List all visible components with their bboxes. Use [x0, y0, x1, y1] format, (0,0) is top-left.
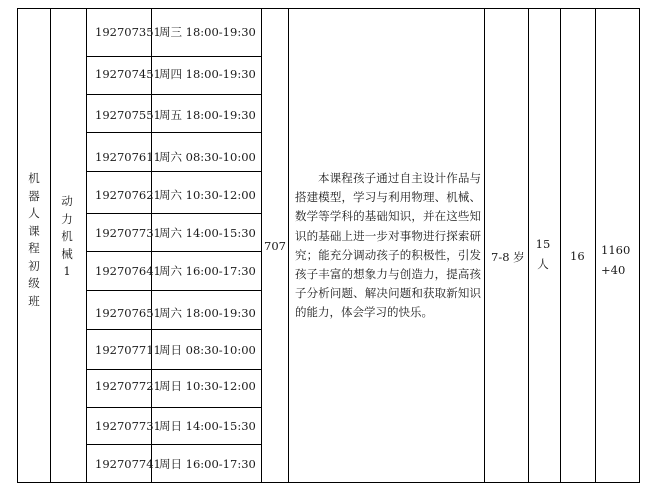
course-level	[58, 193, 76, 281]
session-time: 周六 16:00-17:30	[159, 264, 256, 278]
course-name-char: 班	[28, 293, 40, 308]
course-level-char: 动	[61, 194, 73, 208]
course-name-char: 器	[28, 188, 40, 203]
session-code: 192707641	[95, 264, 161, 278]
course-level-char: 械	[61, 246, 73, 261]
session-time: 周三 18:00-19:30	[159, 25, 256, 39]
course-name-char: 级	[28, 276, 40, 290]
course-name-char: 课	[28, 223, 40, 238]
session-code: 192707351	[95, 25, 161, 39]
session-time: 周日 14:00-15:30	[159, 419, 256, 433]
room-number: 707	[264, 239, 286, 253]
class-capacity-text: 15 人	[535, 237, 551, 271]
session-code: 192707621	[95, 188, 161, 202]
course-fee: 1160+40	[601, 243, 631, 277]
session-code: 192707611	[95, 150, 161, 164]
session-time: 周六 18:00-19:30	[159, 306, 256, 320]
session-time: 周六 14:00-15:30	[159, 226, 256, 240]
course-level-char: 机	[61, 229, 73, 243]
session-time: 周六 08:30-10:00	[159, 150, 256, 164]
course-name-char: 人	[28, 206, 40, 220]
course-name-char: 机	[28, 171, 40, 185]
course-level-char: 力	[61, 211, 73, 226]
session-time: 周日 08:30-10:00	[159, 343, 256, 357]
course-name-char: 程	[28, 241, 40, 255]
session-code: 192707711	[95, 343, 161, 357]
session-time: 周五 18:00-19:30	[159, 108, 256, 122]
session-code: 192707651	[95, 306, 161, 320]
course-description: 本课程孩子通过自主设计作品与搭建模型，学习与利用物理、机械、数学等学科的基础知识，并在这些知识的基础上进一步对事物进行探索研究；能充分调动孩子的积极性，引发孩子丰富的想象力与创造力，提高孩子分析问题、解决问题和获取新知识的能力，体会学习的快乐。	[295, 171, 481, 320]
session-code: 192707551	[95, 108, 161, 122]
session-time: 周六 10:30-12:00	[159, 188, 256, 202]
age-range: 7-8 岁	[491, 250, 525, 264]
session-code: 192707731	[95, 419, 161, 433]
course-level-char: 1	[63, 264, 71, 278]
session-code: 192707721	[95, 379, 161, 393]
course-name	[25, 170, 43, 310]
session-code: 192707741	[95, 457, 161, 471]
session-time: 周四 18:00-19:30	[159, 67, 256, 81]
course-name-char: 初	[28, 258, 40, 273]
session-code: 192707451	[95, 67, 161, 81]
session-code: 192707731	[95, 226, 161, 240]
session-time: 周日 16:00-17:30	[159, 457, 256, 471]
lesson-count: 16	[570, 249, 585, 263]
session-time: 周日 10:30-12:00	[159, 379, 256, 393]
class-capacity	[530, 234, 556, 274]
